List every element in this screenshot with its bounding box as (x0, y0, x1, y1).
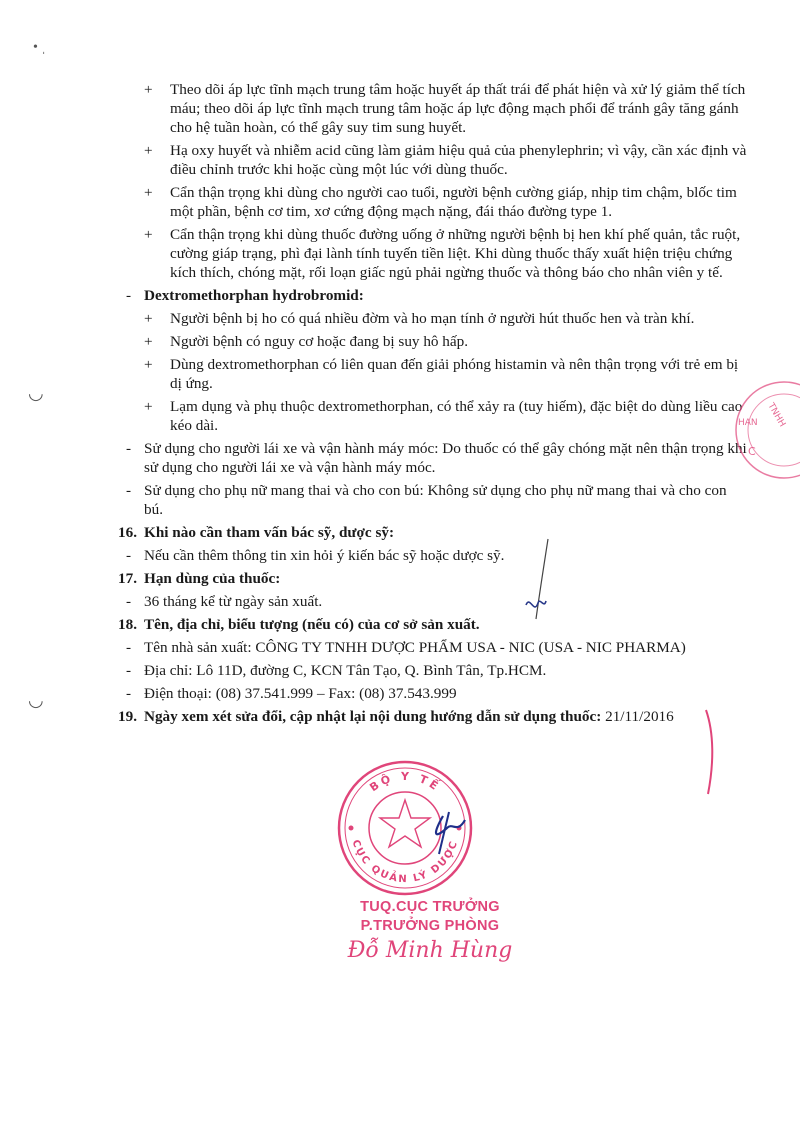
signature-block (300, 898, 560, 963)
list-item: - Địa chỉ: Lô 11D, đường C, KCN Tân Tạo, Q. Bình Tân, Tp.HCM. (126, 662, 547, 679)
list-item: + Dùng dextromethorphan có liên quan đến giải phóng histamin và nên thận trọng với trẻ em bị dị ứng. (144, 356, 739, 392)
svg-text:TNHH: TNHH (765, 401, 787, 429)
svg-text:C: C (748, 445, 756, 458)
item-text: Dùng dextromethorphan có liên quan đến giải phóng histamin và nên thận trọng với trẻ em bị dị ứng. (170, 356, 739, 392)
list-item: - Sử dụng cho phụ nữ mang thai và cho con bú: Không sử dụng cho phụ nữ mang thai và cho con bú. (126, 482, 727, 518)
list-item: + Lạm dụng và phụ thuộc dextromethorphan, có thể xảy ra (tuy hiếm), đặc biệt do dùng liều cao kéo dài. (144, 398, 743, 434)
item-text: 36 tháng kể từ ngày sản xuất. (144, 593, 323, 610)
section-heading-18: 18. Tên, địa chỉ, biểu tượng (nếu có) của cơ sở sản xuất. (118, 616, 480, 633)
item-text: Địa chỉ: Lô 11D, đường C, KCN Tân Tạo, Q. Bình Tân, Tp.HCM. (144, 662, 547, 679)
edge-seal-stamp (724, 375, 800, 485)
item-text: Cẩn thận trọng khi dùng thuốc đường uống ở những người bệnh bị hen khí phế quản, tắc ruột, cường giáp trạng, phì đại lành tính tuyến tiền liệt. Khi dùng thuốc thấy xuất hiện triệu chứng kích thích, chóng mặt, rối loạn giấc ngủ phải ngừng thuốc và thông báo cho nhân viên y tế. (170, 226, 741, 281)
item-text: Người bệnh bị ho có quá nhiều đờm và ho mạn tính ở người hút thuốc hen và tràn khí. (170, 310, 695, 327)
item-text: Người bệnh có nguy cơ hoặc đang bị suy hô hấp. (170, 333, 469, 350)
section-title: Ngày xem xét sửa đổi, cập nhật lại nội dung hướng dẫn sử dụng thuốc: (144, 708, 602, 725)
document-body (118, 80, 748, 730)
binder-hole-mark: ◡ (28, 383, 44, 403)
subheading-text: Dextromethorphan hydrobromid: (144, 287, 364, 304)
stamp-edge-line (700, 708, 720, 798)
revision-date: 21/11/2016 (605, 708, 674, 725)
list-item: + Hạ oxy huyết và nhiễm acid cũng làm giảm hiệu quả của phenylephrin; vì vậy, cần xác định và điều chỉnh trước khi hoặc cùng một lúc với dùng thuốc. (144, 142, 747, 178)
item-text: Sử dụng cho phụ nữ mang thai và cho con bú: Không sử dụng cho phụ nữ mang thai và cho con bú. (144, 482, 727, 518)
item-text: Lạm dụng và phụ thuộc dextromethorphan, có thể xảy ra (tuy hiếm), đặc biệt do dùng liều cao kéo dài. (170, 398, 743, 434)
svg-text:CỤC QUẢN LÝ DƯỢC: CỤC QUẢN LÝ DƯỢC (349, 838, 461, 886)
list-item: - Điện thoại: (08) 37.541.999 – Fax: (08) 37.543.999 (126, 685, 457, 702)
official-seal-stamp (335, 758, 475, 898)
item-text: Tên nhà sản xuất: CÔNG TY TNHH DƯỢC PHẨM USA - NIC (USA - NIC PHARMA) (144, 639, 686, 656)
section-heading-16: 16. Khi nào cần tham vấn bác sỹ, dược sỹ: (118, 524, 395, 541)
list-item: + Cẩn thận trọng khi dùng thuốc đường uống ở những người bệnh bị hen khí phế quản, tắc ruột, cường giáp trạng, phì đại lành tính tuyến tiền liệt. Khi dùng thuốc thấy xuất hiện triệu chứng kích thích, chóng mặt, rối loạn giấc ngủ phải ngừng thuốc và thông báo cho nhân viên y tế. (144, 226, 741, 281)
item-text: Sử dụng cho người lái xe và vận hành máy móc: Do thuốc có thể gây chóng mặt nên thận trọng khi sử dụng cho người lái xe và vận hành máy móc. (144, 440, 747, 476)
item-text: Điện thoại: (08) 37.541.999 – Fax: (08) 37.543.999 (144, 685, 457, 702)
binder-hole-mark: ◡ (28, 690, 44, 710)
section-title: Tên, địa chỉ, biểu tượng (nếu có) của cơ sở sản xuất. (144, 616, 480, 633)
item-text: Cẩn thận trọng khi dùng cho người cao tuổi, người bệnh cường giáp, nhịp tim chậm, blốc tim một phần, bệnh cơ tim, xơ cứng động mạch nặng, đái tháo đường type 1. (170, 184, 737, 220)
list-item: + Cẩn thận trọng khi dùng cho người cao tuổi, người bệnh cường giáp, nhịp tim chậm, blốc tim một phần, bệnh cơ tim, xơ cứng động mạch nặng, đái tháo đường type 1. (144, 184, 737, 220)
section-title: Khi nào cần tham vấn bác sỹ, dược sỹ: (144, 524, 395, 541)
signer-title-1: TUQ.CỤC TRƯỞNG (360, 899, 500, 915)
subheading: - Dextromethorphan hydrobromid: (126, 287, 364, 304)
section-heading-19: 19. Ngày xem xét sửa đổi, cập nhật lại nội dung hướng dẫn sử dụng thuốc: 21/11/2016 (118, 708, 674, 725)
list-item: + Người bệnh có nguy cơ hoặc đang bị suy hô hấp. (144, 333, 469, 350)
item-text: Hạ oxy huyết và nhiễm acid cũng làm giảm hiệu quả của phenylephrin; vì vậy, cần xác định và điều chỉnh trước khi hoặc cùng một lúc với dùng thuốc. (170, 142, 747, 178)
item-text: Nếu cần thêm thông tin xin hỏi ý kiến bác sỹ hoặc dược sỹ. (144, 547, 505, 564)
signer-title-2: P.TRƯỞNG PHÒNG (360, 918, 500, 934)
list-item: + Người bệnh bị ho có quá nhiều đờm và ho mạn tính ở người hút thuốc hen và tràn khí. (144, 310, 695, 327)
section-heading-17: 17. Hạn dùng của thuốc: (118, 570, 281, 587)
pen-stroke-mark (520, 535, 560, 625)
list-item: - 36 tháng kể từ ngày sản xuất. (126, 593, 323, 610)
list-item: - Nếu cần thêm thông tin xin hỏi ý kiến bác sỹ hoặc dược sỹ. (126, 547, 505, 564)
list-item: - Sử dụng cho người lái xe và vận hành máy móc: Do thuốc có thể gây chóng mặt nên thận trọng khi sử dụng cho người lái xe và vận hành máy móc. (126, 440, 747, 476)
svg-text:HAN: HAN (738, 418, 758, 428)
section-title: Hạn dùng của thuốc: (144, 570, 281, 587)
signer-name: Đỗ Minh Hùng (347, 938, 513, 963)
list-item: - Tên nhà sản xuất: CÔNG TY TNHH DƯỢC PHẨM USA - NIC (USA - NIC PHARMA) (126, 639, 686, 656)
item-text: Theo dõi áp lực tĩnh mạch trung tâm hoặc huyết áp thất trái để phát hiện và xử lý giảm thể tích máu; theo dõi áp lực tĩnh mạch trung tâm hoặc áp lực động mạch phổi để tránh gây tăng gánh cho hệ tuần hoàn, có thể gây suy tim sung huyết. (170, 81, 746, 136)
scan-mark: • ˌ (33, 40, 47, 55)
list-item: + Theo dõi áp lực tĩnh mạch trung tâm hoặc huyết áp thất trái để phát hiện và xử lý giảm thể tích máu; theo dõi áp lực tĩnh mạch trung tâm hoặc áp lực động mạch phổi để tránh gây tăng gánh cho hệ tuần hoàn, có thể gây suy tim sung huyết. (144, 81, 746, 136)
svg-text:BỘ Y TẾ: BỘ Y TẾ (367, 769, 443, 795)
